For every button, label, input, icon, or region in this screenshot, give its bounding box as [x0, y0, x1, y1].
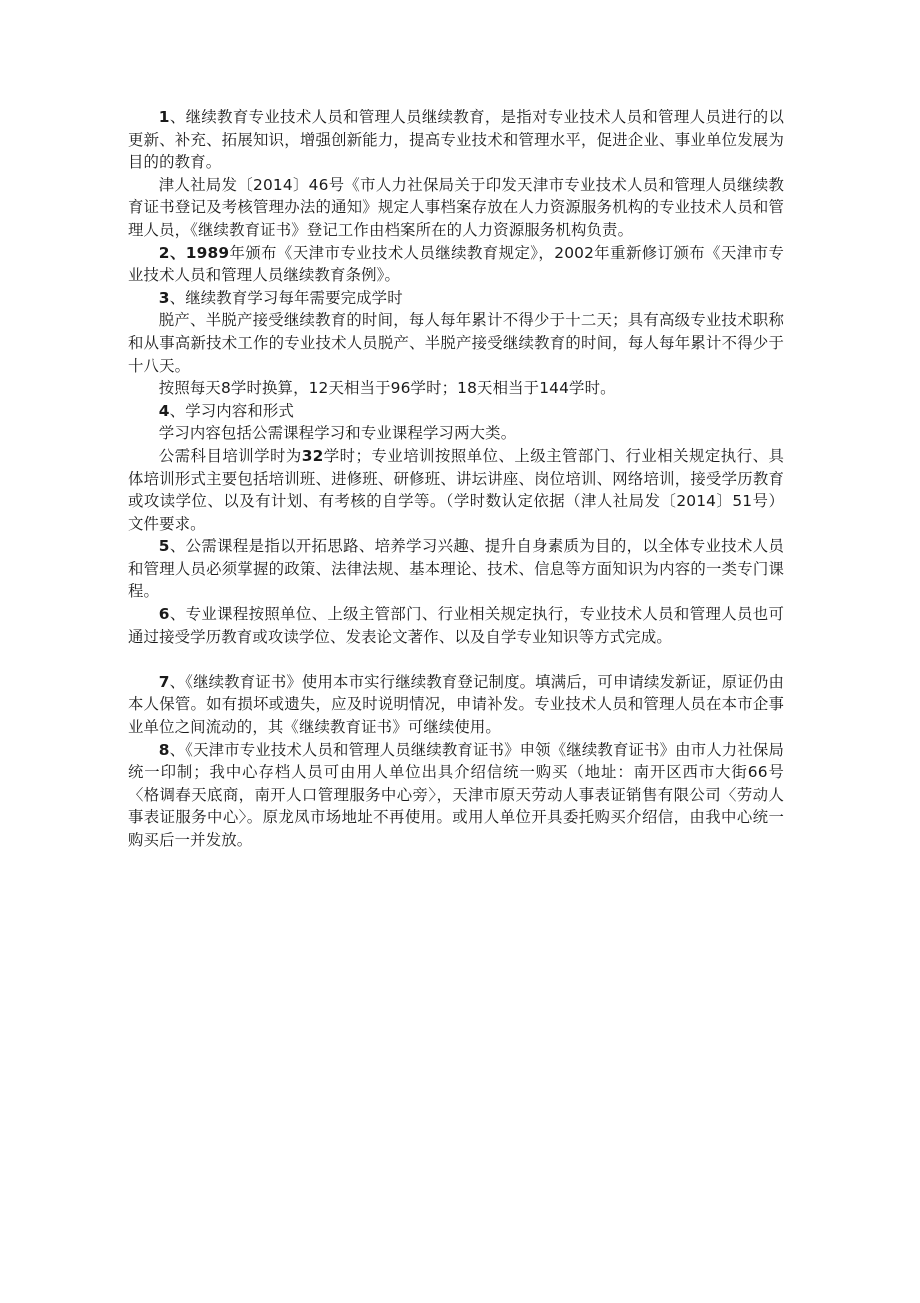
paragraph-text: 学习内容包括公需课程学习和专业课程学习两大类。: [158, 424, 517, 443]
item-number: 2: [158, 243, 170, 262]
item-number: 7: [158, 672, 170, 691]
paragraph-text: 、继续教育专业技术人员和管理人员继续教育，是指对专业技术人员和管理人员进行的以更新、补充、拓展知识，增强创新能力，提高专业技术和管理水平，促进企业、事业单位发展为目的的教育。: [128, 108, 784, 172]
paragraph-hour-conversion: [128, 377, 784, 400]
paragraph-8: [128, 739, 784, 852]
paragraph-text: 、专业课程按照单位、上级主管部门、行业相关规定执行，专业技术人员和管理人员也可通过接受学历教育或攻读学位、发表论文著作、以及自学专业知识等方式完成。: [128, 605, 784, 646]
item-number: 4: [158, 401, 170, 420]
year-number: 1989: [185, 243, 230, 262]
hours-number: 32: [301, 446, 324, 465]
paragraph-text: 、《继续教育证书》使用本市实行继续教育登记制度。填满后，可申请续发新证，原证仍由本人保管。如有损坏或遗失，应及时说明情况，申请补发。专业技术人员和管理人员在本市企事业单位之间流动的，其《继续教育证书》可继续使用。: [128, 672, 784, 737]
paragraph-text: 脱产、半脱产接受继续教育的时间，每人每年累计不得少于十二天；具有高级专业技术职称和从事高新技术工作的专业技术人员脱产、半脱产接受继续教育的时间，每人每年累计不得少于十八天。: [128, 311, 784, 375]
paragraph-training-hours: [128, 445, 784, 535]
item-separator: 、: [169, 243, 186, 262]
paragraph-study-time: [128, 309, 784, 377]
paragraph-1: [128, 106, 784, 174]
paragraph-2: [128, 242, 784, 287]
paragraph-text: 、学习内容和形式: [169, 401, 294, 420]
paragraph-text: 、继续教育学习每年需要完成学时: [169, 288, 403, 307]
item-number: 8: [158, 740, 170, 759]
paragraph-text: 、《天津市专业技术人员和管理人员继续教育证书》申领《继续教育证书》由市人力社保局统一印制；我中心存档人员可由用人单位出具介绍信统一购买（地址：南开区西市大街66号〈格调春天底商，南开人口管理服务中心旁〉，天津市原天劳动人事表证销售有限公司〈劳动人事表证服务中心〉。原龙凤市场地址不再使用。或用人单位开具委托购买介绍信，由我中心统一购买后一并发放。: [128, 740, 784, 849]
paragraph-5: [128, 535, 784, 603]
paragraph-text: 津人社局发〔2014〕46号《市人力社保局关于印发天津市专业技术人员和管理人员继续教育证书登记及考核管理办法的通知》规定人事档案存放在人力资源服务机构的专业技术人员和管理人员，《继续教育证书》登记工作由档案所在的人力资源服务机构负责。: [128, 175, 784, 239]
item-number: 5: [158, 537, 170, 556]
paragraph-text: 学时；专业培训按照单位、上级主管部门、行业相关规定执行、具体培训形式主要包括培训班、进修班、研修班、讲坛讲座、岗位培训、网络培训，接受学历教育或攻读学位、以及有计划、有考核的自学等。（学时数认定依据（津人社局发〔2014〕51号）文件要求。: [128, 446, 784, 533]
item-number: 1: [158, 108, 170, 126]
paragraph-content-types: [128, 422, 784, 445]
document-body: [128, 106, 784, 852]
paragraph-3: [128, 287, 784, 310]
paragraph-text: 年颁布《天津市专业技术人员继续教育规定》，2002年重新修订颁布《天津市专业技术人员和管理人员继续教育条例》。: [128, 243, 784, 285]
paragraph-policy-reference: [128, 174, 784, 242]
paragraph-text-lead: 公需科目培训学时为: [158, 446, 302, 465]
item-number: 3: [158, 288, 170, 307]
item-number: 6: [158, 605, 170, 624]
paragraph-text: 按照每天8学时换算，12天相当于96学时；18天相当于144学时。: [158, 379, 616, 398]
paragraph-7: [128, 671, 784, 739]
paragraph-4: [128, 400, 784, 423]
paragraph-6: [128, 603, 784, 648]
paragraph-text: 、公需课程是指以开拓思路、培养学习兴趣、提升自身素质为目的，以全体专业技术人员和管理人员必须掌握的政策、法律法规、基本理论、技术、信息等方面知识为内容的一类专门课程。: [128, 537, 784, 601]
blank-line: [128, 648, 784, 671]
